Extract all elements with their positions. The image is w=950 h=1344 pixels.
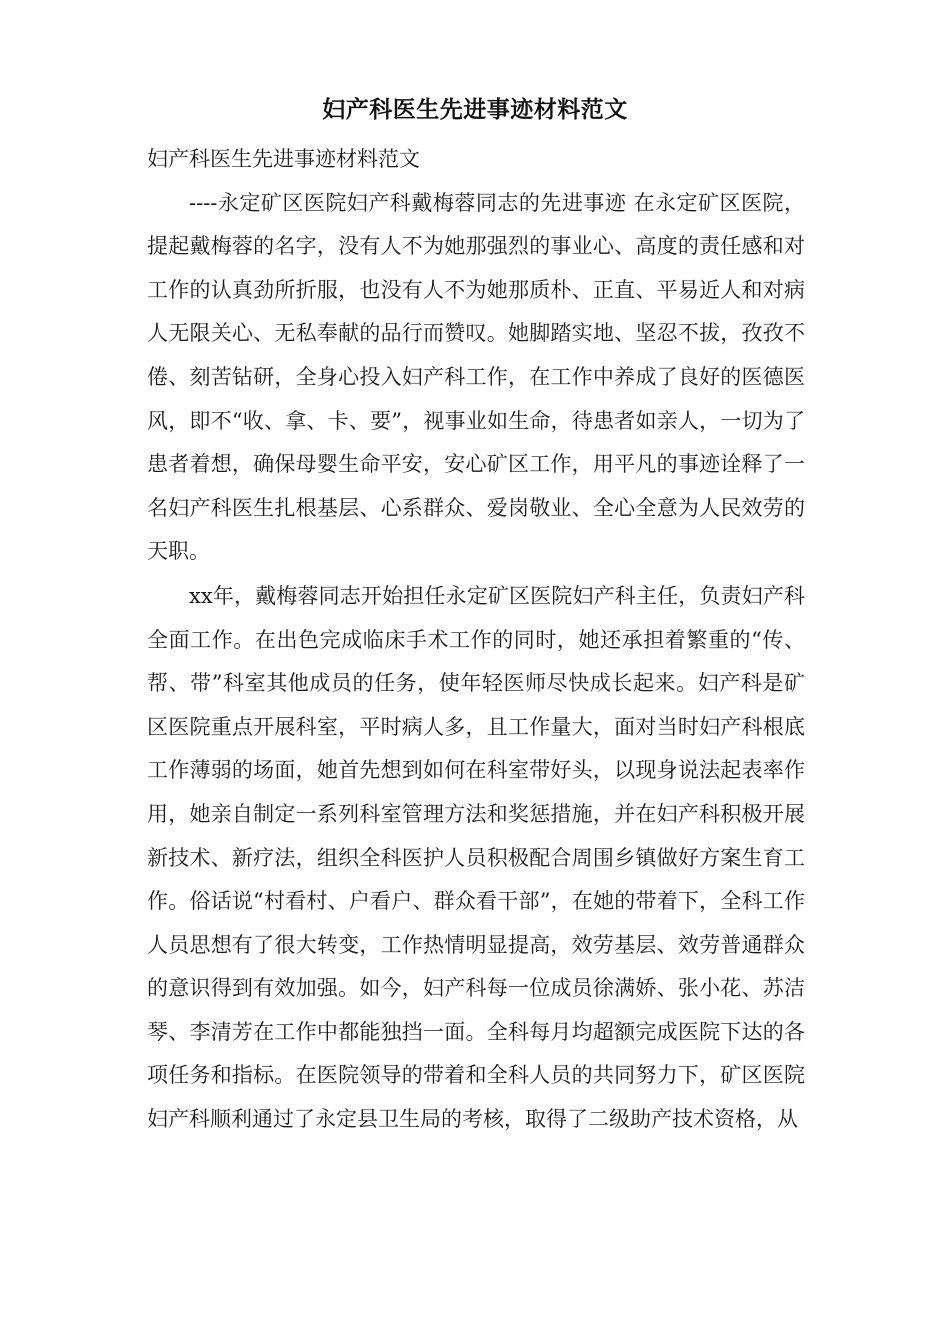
document-body <box>147 138 805 1142</box>
body-paragraph: xx年，戴梅蓉同志开始担任永定矿区医院妇产科主任，负责妇产科全面工作。在出色完成临床手术工作的同时，她还承担着繁重的“传、帮、带”科室其他成员的任务，使年轻医师尽快成长起来。妇产科是矿区医院重点开展科室，平时病人多，且工作量大，面对当时妇产科根底工作薄弱的场面，她首先想到如何在科室带好头，以现身说法起表率作用，她亲自制定一系列科室管理方法和奖惩措施，并在妇产科积极开展新技术、新疗法，组织全科医护人员积极配合周围乡镇做好方案生育工作。俗话说“村看村、户看户、群众看干部”，在她的带着下，全科工作人员思想有了很大转变，工作热情明显提高，效劳基层、效劳普通群众的意识得到有效加强。如今，妇产科每一位成员徐满娇、张小花、苏洁琴、李清芳在工作中都能独挡一面。全科每月均超额完成医院下达的各项任务和指标。在医院领导的带着和全科人员的共同努力下，矿区医院妇产科顺利通过了永定县卫生局的考核，取得了二级助产技术资格，从 <box>147 583 805 1132</box>
document-title: 妇产科医生先进事迹材料范文 <box>322 96 628 123</box>
intro-paragraph: ----永定矿区医院妇产科戴梅蓉同志的先进事迹 在永定矿区医院，提起戴梅蓉的名字，没有人不为她那强烈的事业心、高度的责任感和对工作的认真劲所折服，也没有人不为她那质朴、正直、平易近人和对病人无限关心、无私奉献的品行而赞叹。她脚踏实地、坚忍不拔，孜孜不倦、刻苦钻研，全身心投入妇产科工作，在工作中养成了良好的医德医风，即不“收、拿、卡、要”，视事业如生命，待患者如亲人，一切为了患者着想，确保母婴生命平安，安心矿区工作，用平凡的事迹诠释了一名妇产科医生扎根基层、心系群众、爱岗敬业、全心全意为人民效劳的天职。 <box>147 190 805 564</box>
subtitle-paragraph: 妇产科医生先进事迹材料范文 <box>147 147 420 171</box>
